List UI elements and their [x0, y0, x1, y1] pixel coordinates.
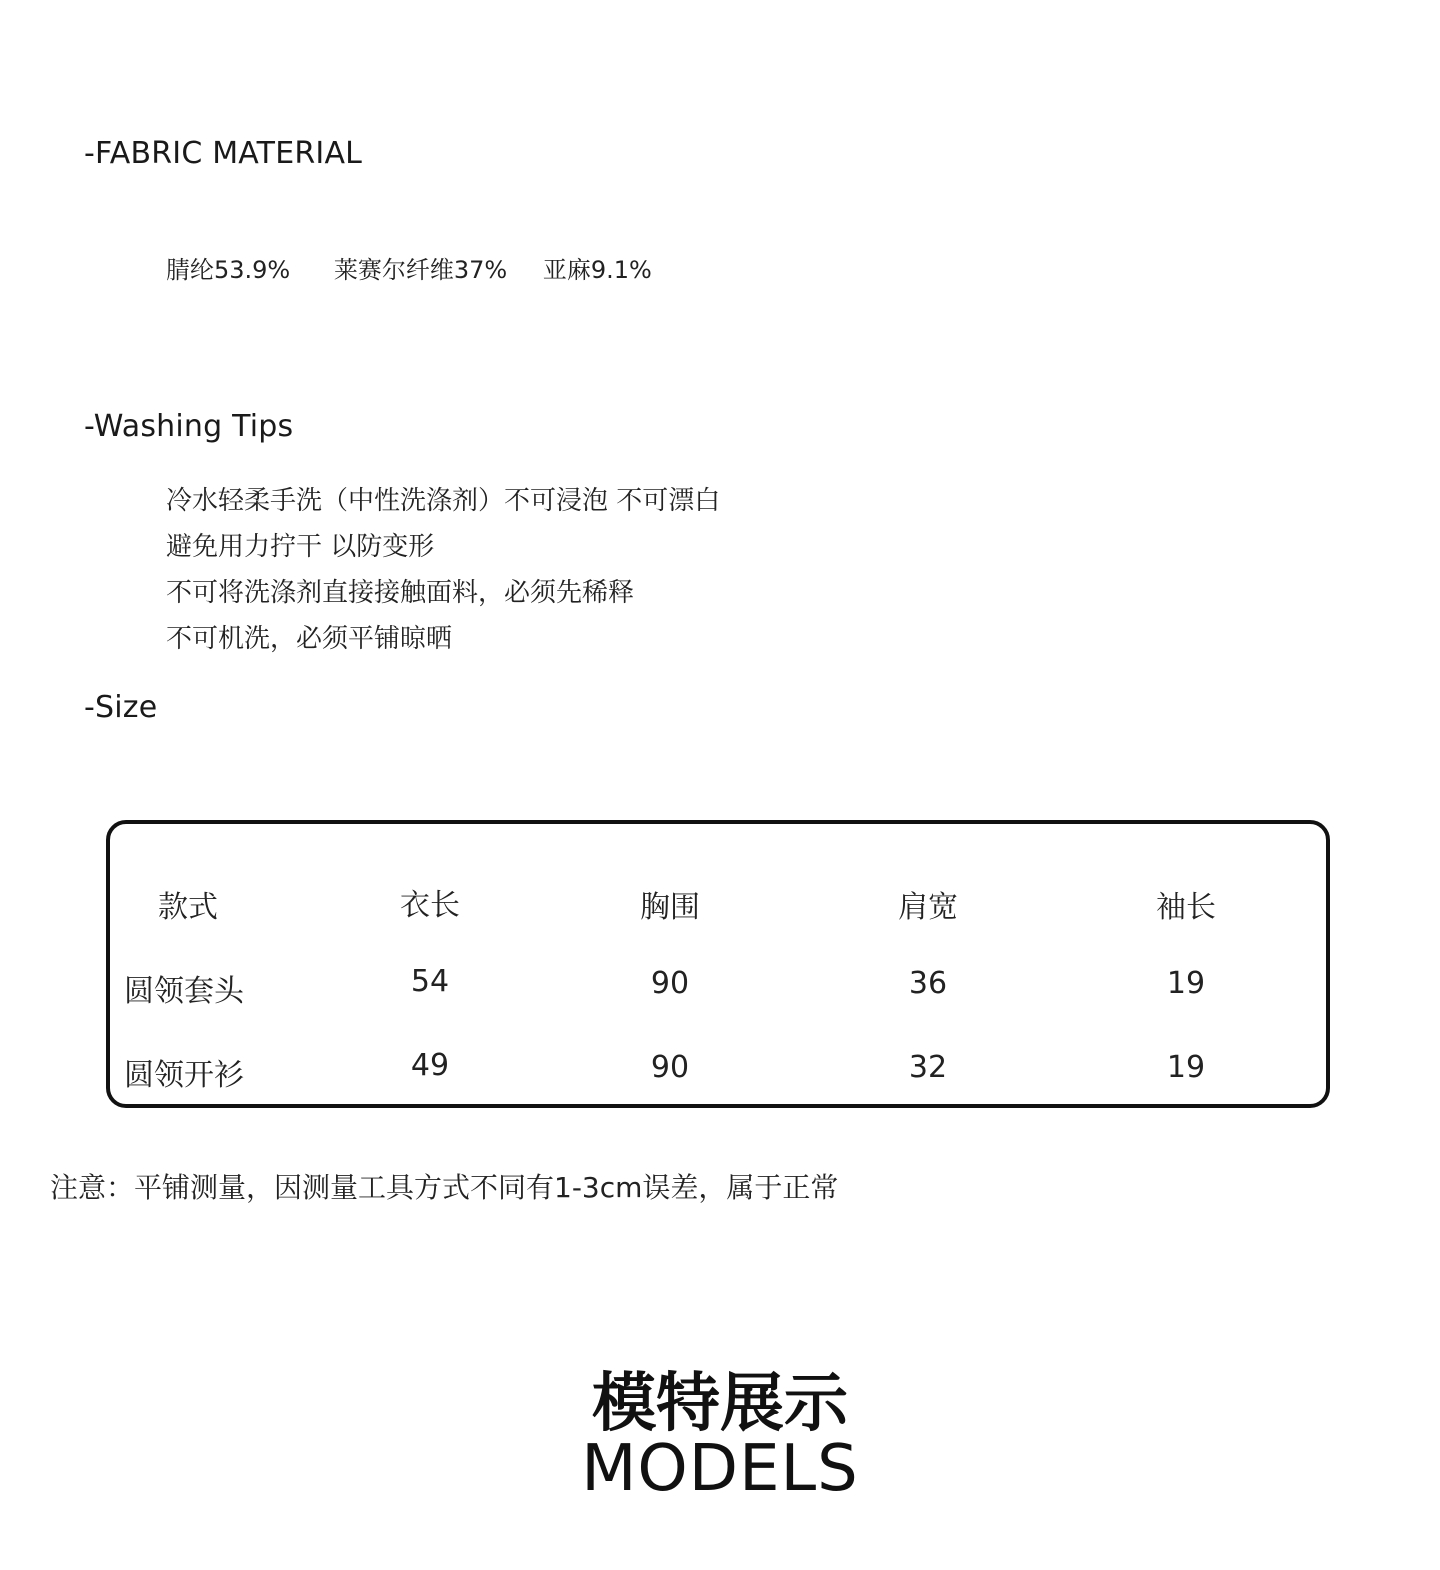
size-header-shoulder: 肩宽: [898, 890, 958, 925]
models-title-en: MODELS: [581, 1432, 859, 1506]
washing-tip: 避免用力拧干 以防变形: [166, 532, 435, 562]
size-cell: 90: [650, 966, 690, 1001]
size-cell: 36: [908, 966, 948, 1001]
size-cell: 19: [1166, 1050, 1206, 1085]
size-table: [106, 820, 1330, 1108]
fabric-composition: [166, 250, 652, 285]
washing-tip: 不可将洗涤剂直接接触面料，必须先稀释: [166, 578, 635, 608]
size-cell: 19: [1166, 966, 1206, 1001]
size-header-length: 衣长: [400, 888, 460, 923]
fabric-item: 莱赛尔纤维37%: [333, 256, 508, 284]
washing-tip: 不可机洗，必须平铺晾晒: [166, 624, 453, 654]
size-row-style: 圆领套头: [124, 974, 244, 1009]
size-row-style: 圆领开衫: [124, 1058, 244, 1093]
washing-tips-list: [166, 478, 720, 662]
size-header-style: 款式: [158, 890, 218, 925]
size-header-chest: 胸围: [640, 890, 700, 925]
washing-tips-heading: -Washing Tips: [84, 409, 294, 444]
fabric-item: 亚麻9.1%: [542, 256, 652, 284]
fabric-material-heading: -FABRIC MATERIAL: [84, 136, 363, 171]
size-heading: -Size: [84, 690, 158, 725]
fabric-item: 腈纶53.9%: [166, 256, 291, 284]
measurement-note: 注意：平铺测量，因测量工具方式不同有1-3cm误差，属于正常: [50, 1171, 839, 1204]
size-cell: 49: [410, 1048, 450, 1083]
washing-tip: 冷水轻柔手洗（中性洗涤剂）不可浸泡 不可漂白: [166, 486, 721, 516]
size-header-sleeve: 袖长: [1156, 890, 1216, 925]
size-cell: 32: [908, 1050, 948, 1085]
size-cell: 90: [650, 1050, 690, 1085]
models-title-cn: 模特展示: [592, 1367, 848, 1441]
size-cell: 54: [410, 964, 450, 999]
